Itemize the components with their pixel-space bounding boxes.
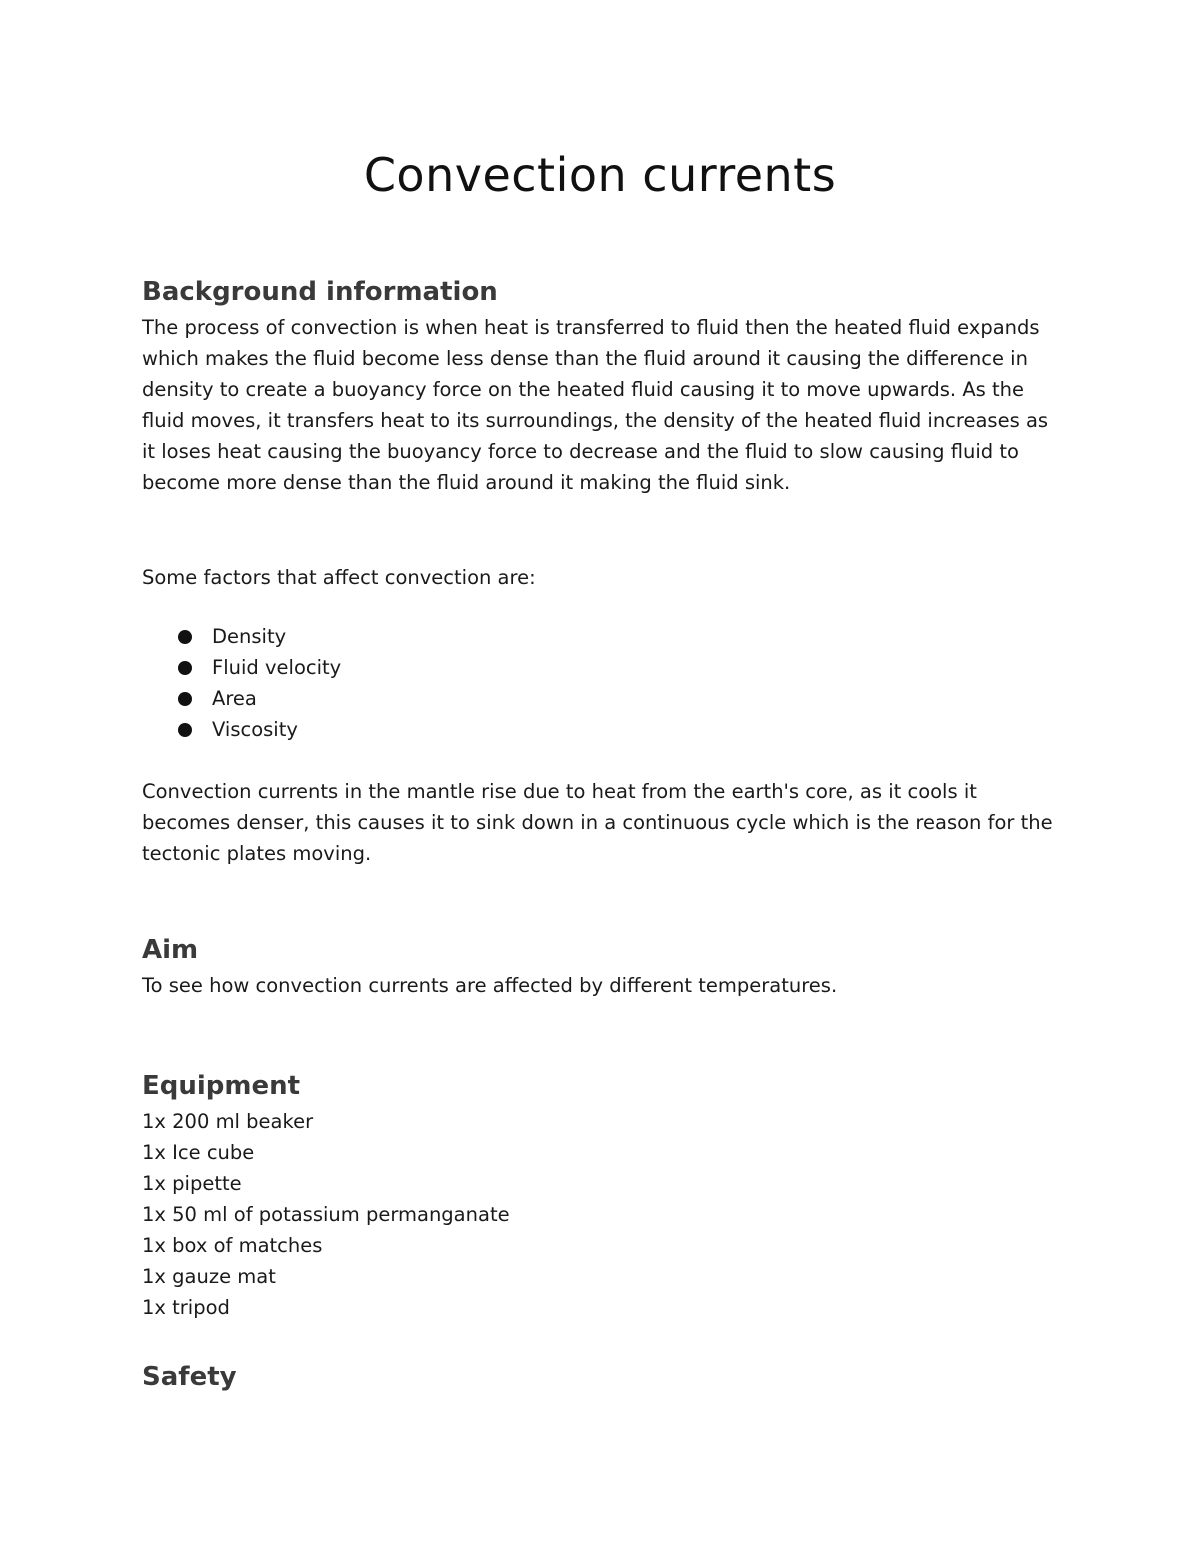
mantle-section xyxy=(142,776,1062,869)
list-item xyxy=(142,714,1062,745)
safety-heading: Safety xyxy=(142,1362,237,1392)
factor-label: Fluid velocity xyxy=(212,656,342,679)
list-item: 1x Ice cube xyxy=(142,1141,255,1164)
list-item xyxy=(142,652,1062,683)
equipment-heading: Equipment xyxy=(142,1071,301,1101)
list-item: 1x 200 ml beaker xyxy=(142,1110,314,1133)
factors-list xyxy=(142,621,1062,745)
list-item xyxy=(142,683,1062,714)
factors-intro: Some factors that affect convection are: xyxy=(142,566,536,589)
background-heading: Background information xyxy=(142,277,498,307)
factors-list-container xyxy=(142,621,1062,745)
mantle-paragraph: Convection currents in the mantle rise due to heat from the earth's core, as it cools it becomes denser, this causes it to sink down in a continuous cycle which is the reason for the tectonic plates moving. xyxy=(142,780,1053,865)
background-section xyxy=(142,272,1062,498)
list-item: 1x gauze mat xyxy=(142,1265,276,1288)
list-item xyxy=(142,621,1062,652)
factors-section xyxy=(142,562,1062,593)
factor-label: Viscosity xyxy=(212,718,298,741)
equipment-list xyxy=(142,1106,1062,1323)
equipment-section xyxy=(142,1066,1062,1323)
background-paragraph: The process of convection is when heat is transferred to fluid then the heated fluid expands which makes the fluid become less dense than the fluid around it causing the difference in density to create a buoyancy force on the heated fluid causing it to move upwards. As the fluid moves, it transfers heat to its surroundings, the density of the heated fluid increases as it loses heat causing the buoyancy force to decrease and the fluid to slow causing fluid to become more dense than the fluid around it making the fluid sink. xyxy=(142,316,1049,494)
aim-text: To see how convection currents are affected by different temperatures. xyxy=(142,974,838,997)
bullet-icon xyxy=(178,661,192,675)
aim-heading: Aim xyxy=(142,935,199,965)
bullet-icon xyxy=(178,692,192,706)
list-item: 1x pipette xyxy=(142,1172,242,1195)
safety-section xyxy=(142,1357,1062,1397)
list-item: 1x 50 ml of potassium permanganate xyxy=(142,1203,510,1226)
page-title: Convection currents xyxy=(363,148,837,202)
bullet-icon xyxy=(178,630,192,644)
factor-label: Area xyxy=(212,687,257,710)
bullet-icon xyxy=(178,723,192,737)
aim-section xyxy=(142,930,1062,1001)
list-item: 1x tripod xyxy=(142,1296,230,1319)
list-item: 1x box of matches xyxy=(142,1234,323,1257)
factor-label: Density xyxy=(212,625,287,648)
